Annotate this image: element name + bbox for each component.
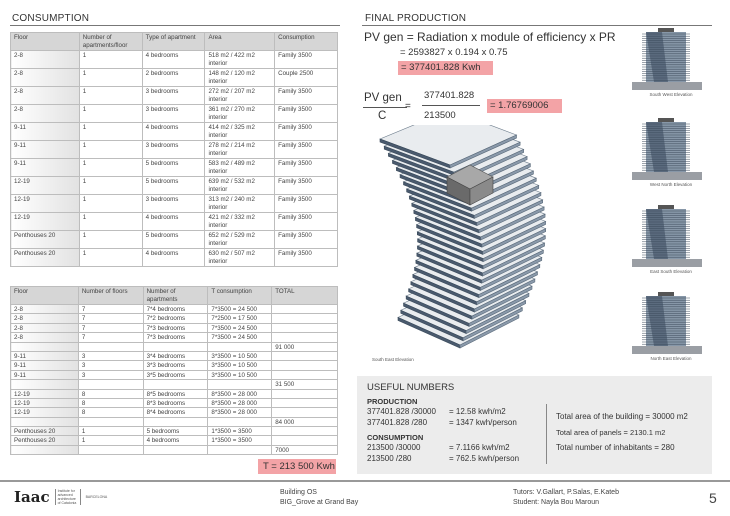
table-row <box>11 305 338 314</box>
table-cell: 361 m2 / 270 m2 interior <box>205 105 275 123</box>
table-cell: 9-11 <box>11 123 80 141</box>
table-cell: 7*3500 = 24 500 <box>208 323 272 332</box>
table-cell <box>272 305 338 314</box>
table-cell: 5 bedrooms <box>142 177 205 195</box>
table-row <box>11 417 338 426</box>
table-cell: 8*5 bedrooms <box>143 389 208 398</box>
table-cell: Penthouses 20 <box>11 427 79 436</box>
production-calc: 377401.828 /280 <box>367 418 428 427</box>
table-cell: 7*3 bedrooms <box>143 323 208 332</box>
table-row <box>11 408 338 417</box>
table-cell <box>208 445 272 454</box>
production-calc: 377401.828 /30000 <box>367 407 436 416</box>
table-cell: 9-11 <box>11 351 79 360</box>
table-cell: 8*3500 = 28 000 <box>208 389 272 398</box>
table-cell: 1 <box>79 213 142 231</box>
table-cell <box>11 445 79 454</box>
table-cell: 313 m2 / 240 m2 interior <box>205 195 275 213</box>
production-result: = 12.58 kwh/m2 <box>449 407 506 416</box>
table-row <box>11 314 338 323</box>
table-row <box>11 398 338 407</box>
iaac-logo: Iaac Institute for advanced architecture of Catalonia BARCELONA <box>14 488 108 506</box>
table-cell: 12-19 <box>11 213 80 231</box>
axo-caption: South East Elevation <box>372 357 414 362</box>
table-cell: 8 <box>78 408 143 417</box>
table-cell: 3 bedrooms <box>142 105 205 123</box>
pv-result: = 377401.828 Kwh <box>398 61 493 75</box>
table-cell: 2-8 <box>11 314 79 323</box>
table-cell <box>208 380 272 389</box>
table-row <box>11 177 338 195</box>
fact-inhabitants: Total number of inhabitants = 280 <box>556 443 675 452</box>
table-cell: 2-8 <box>11 305 79 314</box>
table-cell: 8*3 bedrooms <box>143 398 208 407</box>
table-row <box>11 213 338 231</box>
fraction-bar <box>422 105 480 106</box>
table-cell: Family 3500 <box>275 177 338 195</box>
table-cell: 1 <box>79 123 142 141</box>
student: Student: Nayla Bou Maroun <box>513 499 599 506</box>
table-cell: 2-8 <box>11 51 80 69</box>
apartment-consumption-table <box>10 32 338 267</box>
table-cell: Family 3500 <box>275 249 338 267</box>
table-cell: 84 000 <box>272 417 338 426</box>
ratio-value-numerator: 377401.828 <box>424 90 475 101</box>
table-cell: Penthouses 20 <box>11 249 80 267</box>
footer-divider <box>0 480 730 482</box>
table-cell: 3*3 bedrooms <box>143 361 208 370</box>
table-cell: 1 <box>79 51 142 69</box>
table-cell: 630 m2 / 507 m2 interior <box>205 249 275 267</box>
table-cell <box>272 408 338 417</box>
table-cell: 12-19 <box>11 398 79 407</box>
column-header: Floor <box>11 287 79 305</box>
table-cell: 1 <box>79 159 142 177</box>
table-cell <box>272 323 338 332</box>
consumption-label: CONSUMPTION <box>367 433 424 442</box>
table-cell: 5 bedrooms <box>143 427 208 436</box>
table-row <box>11 231 338 249</box>
table-cell <box>272 370 338 379</box>
table-cell: 4 bedrooms <box>142 51 205 69</box>
table-cell <box>272 361 338 370</box>
table-cell <box>272 427 338 436</box>
table-cell <box>143 342 208 351</box>
table-cell: 8 <box>78 398 143 407</box>
table-cell: Penthouses 20 <box>11 436 79 445</box>
table-row <box>11 141 338 159</box>
project-name: BIG_Grove at Grand Bay <box>280 499 359 506</box>
elevation-caption: East South Elevation <box>650 269 692 274</box>
table-cell <box>11 417 79 426</box>
ratio-value-denominator: 213500 <box>424 110 456 121</box>
table-cell: 583 m2 / 489 m2 interior <box>205 159 275 177</box>
table-cell: Family 3500 <box>275 105 338 123</box>
consumption-calc: 213500 /30000 <box>367 443 421 452</box>
divider <box>546 404 547 464</box>
table-cell: 2-8 <box>11 69 80 87</box>
table-row <box>11 87 338 105</box>
table-row <box>11 436 338 445</box>
table-cell: 2-8 <box>11 87 80 105</box>
divider <box>362 25 712 26</box>
production-label: PRODUCTION <box>367 397 418 406</box>
table-row <box>11 427 338 436</box>
column-header: T consumption <box>208 287 272 305</box>
table-cell: 5 bedrooms <box>142 159 205 177</box>
table-cell <box>208 417 272 426</box>
column-header: Number of apartments <box>143 287 208 305</box>
table-row <box>11 123 338 141</box>
table-cell: 272 m2 / 207 m2 interior <box>205 87 275 105</box>
column-header: TOTAL <box>272 287 338 305</box>
elevation-caption: West North Elevation <box>649 182 693 187</box>
table-cell: 1 <box>79 231 142 249</box>
column-header: Number of floors <box>78 287 143 305</box>
elevation-drawing <box>632 118 712 182</box>
table-cell: 3*3500 = 10 500 <box>208 370 272 379</box>
table-cell <box>272 398 338 407</box>
table-cell: 652 m2 / 529 m2 interior <box>205 231 275 249</box>
production-result: = 1347 kwh/person <box>449 418 517 427</box>
table-cell: Family 3500 <box>275 195 338 213</box>
table-cell: Family 3500 <box>275 123 338 141</box>
table-cell: 278 m2 / 214 m2 interior <box>205 141 275 159</box>
column-header: Area <box>205 33 275 51</box>
table-cell: 7*3 bedrooms <box>143 333 208 342</box>
table-cell <box>272 351 338 360</box>
ratio-result: = 1.76769006 <box>487 99 562 113</box>
table-cell <box>143 380 208 389</box>
useful-numbers-panel <box>357 376 712 474</box>
pv-formula: PV gen = Radiation x module of efficiency x PR <box>364 30 616 44</box>
table-cell: 3 <box>78 361 143 370</box>
column-header: Number of apartments/floor <box>79 33 142 51</box>
table-row <box>11 159 338 177</box>
column-header: Consumption <box>275 33 338 51</box>
table-cell: Family 3500 <box>275 87 338 105</box>
table-cell <box>143 445 208 454</box>
table-row <box>11 323 338 332</box>
table-cell: 7*2 bedrooms <box>143 314 208 323</box>
useful-numbers-title: USEFUL NUMBERS <box>367 382 455 393</box>
table-cell: 1*3500 = 3500 <box>208 436 272 445</box>
table-cell: 1 <box>78 436 143 445</box>
table-cell: 9-11 <box>11 141 80 159</box>
table-cell: 3*4 bedrooms <box>143 351 208 360</box>
page-number: 5 <box>709 490 717 506</box>
table-cell: 31 500 <box>272 380 338 389</box>
table-row <box>11 370 338 379</box>
table-cell: Family 3500 <box>275 231 338 249</box>
floor-totals-table <box>10 286 338 455</box>
table-cell <box>272 389 338 398</box>
table-cell: 9-11 <box>11 159 80 177</box>
table-cell <box>78 417 143 426</box>
table-cell <box>272 333 338 342</box>
consumption-title: CONSUMPTION <box>12 13 90 24</box>
table-cell: 12-19 <box>11 195 80 213</box>
final-production-title: FINAL PRODUCTION <box>365 13 467 24</box>
table-cell: 518 m2 / 422 m2 interior <box>205 51 275 69</box>
table-cell <box>272 436 338 445</box>
equals-sign: = <box>405 101 411 112</box>
divider <box>10 25 340 26</box>
table-cell: 8*3500 = 28 000 <box>208 408 272 417</box>
table-cell: 2-8 <box>11 323 79 332</box>
table-cell <box>78 445 143 454</box>
table-cell: 8 <box>78 389 143 398</box>
pv-formula-values: = 2593827 x 0.194 x 0.75 <box>400 47 508 58</box>
table-cell: 3 bedrooms <box>142 195 205 213</box>
table-cell: 4 bedrooms <box>142 123 205 141</box>
table-cell: Family 3500 <box>275 51 338 69</box>
table-cell <box>11 342 79 351</box>
table-cell: 1 <box>78 427 143 436</box>
total-consumption: T = 213 500 Kwh <box>258 459 336 474</box>
elevation-drawing <box>632 205 712 269</box>
ratio-denominator: C <box>378 110 387 122</box>
table-cell: 1 <box>79 249 142 267</box>
column-header: Type of apartment <box>142 33 205 51</box>
table-cell <box>78 380 143 389</box>
table-cell: 3*3500 = 10 500 <box>208 351 272 360</box>
table-cell: 7*4 bedrooms <box>143 305 208 314</box>
table-cell <box>78 342 143 351</box>
table-cell: Couple 2500 <box>275 69 338 87</box>
table-cell: 2 bedrooms <box>142 69 205 87</box>
table-cell: Penthouses 20 <box>11 231 80 249</box>
table-cell: 8*4 bedrooms <box>143 408 208 417</box>
table-cell: 1 <box>79 141 142 159</box>
table-cell: 12-19 <box>11 408 79 417</box>
table-cell: 12-19 <box>11 177 80 195</box>
table-cell <box>11 380 79 389</box>
table-cell: 1 <box>79 87 142 105</box>
fraction-bar <box>363 107 407 108</box>
table-cell: 1*3500 = 3500 <box>208 427 272 436</box>
column-header: Floor <box>11 33 80 51</box>
consumption-result: = 7.1166 kwh/m2 <box>449 443 510 452</box>
table-cell: 7 <box>78 333 143 342</box>
table-cell: 9-11 <box>11 361 79 370</box>
table-cell: 9-11 <box>11 370 79 379</box>
table-cell: 1 <box>79 69 142 87</box>
table-cell: 421 m2 / 332 m2 interior <box>205 213 275 231</box>
table-cell <box>272 314 338 323</box>
table-cell: 3 <box>78 370 143 379</box>
elevation-drawing <box>632 292 712 356</box>
table-row <box>11 351 338 360</box>
ratio-numerator: PV gen <box>364 92 402 104</box>
table-cell <box>208 342 272 351</box>
table-row <box>11 342 338 351</box>
elevation-drawing <box>632 28 712 92</box>
table-row <box>11 249 338 267</box>
table-cell: 7 <box>78 323 143 332</box>
fact-panel-area: Total area of panels = 2130.1 m2 <box>556 428 666 437</box>
table-cell: 5 bedrooms <box>142 231 205 249</box>
table-cell: 3 <box>78 351 143 360</box>
table-row <box>11 69 338 87</box>
tower-axonometric-drawing <box>365 125 565 365</box>
table-cell: 8*3500 = 28 000 <box>208 398 272 407</box>
table-cell: 7*3500 = 24 500 <box>208 305 272 314</box>
table-cell: 414 m2 / 325 m2 interior <box>205 123 275 141</box>
table-cell: 1 <box>79 195 142 213</box>
table-cell: 3*5 bedrooms <box>143 370 208 379</box>
tutors: Tutors: V.Gallart, P.Salas, E.Kateb <box>513 489 619 496</box>
table-row <box>11 195 338 213</box>
table-cell: 7000 <box>272 445 338 454</box>
table-cell: 2-8 <box>11 333 79 342</box>
table-cell: 7 <box>78 314 143 323</box>
elevation-caption: South West Elevation <box>649 92 693 97</box>
table-cell <box>143 417 208 426</box>
consumption-calc: 213500 /280 <box>367 454 412 463</box>
table-row <box>11 105 338 123</box>
table-cell: Family 3500 <box>275 141 338 159</box>
table-row <box>11 51 338 69</box>
table-row <box>11 333 338 342</box>
table-cell: 1 <box>79 105 142 123</box>
table-cell: 4 bedrooms <box>143 436 208 445</box>
table-row <box>11 389 338 398</box>
table-cell: 3 bedrooms <box>142 87 205 105</box>
table-cell: 7 <box>78 305 143 314</box>
table-cell: 4 bedrooms <box>142 249 205 267</box>
consumption-result: = 762.5 kwh/person <box>449 454 520 463</box>
table-cell: 7*2500 = 17 500 <box>208 314 272 323</box>
table-cell: 1 <box>79 177 142 195</box>
table-cell: 7*3500 = 24 500 <box>208 333 272 342</box>
fact-building-area: Total area of the building = 30000 m2 <box>556 412 688 421</box>
table-cell: 3 bedrooms <box>142 141 205 159</box>
table-row <box>11 361 338 370</box>
table-cell: 2-8 <box>11 105 80 123</box>
table-cell: 4 bedrooms <box>142 213 205 231</box>
table-cell: 3*3500 = 10 500 <box>208 361 272 370</box>
table-cell: 12-19 <box>11 389 79 398</box>
course-name: Building OS <box>280 489 317 496</box>
table-cell: Family 3500 <box>275 213 338 231</box>
table-row <box>11 380 338 389</box>
table-cell: Family 3500 <box>275 159 338 177</box>
table-cell: 639 m2 / 532 m2 interior <box>205 177 275 195</box>
table-row <box>11 445 338 454</box>
table-cell: 148 m2 / 120 m2 interior <box>205 69 275 87</box>
table-cell: 91 000 <box>272 342 338 351</box>
elevation-caption: North East Elevation <box>650 356 692 361</box>
